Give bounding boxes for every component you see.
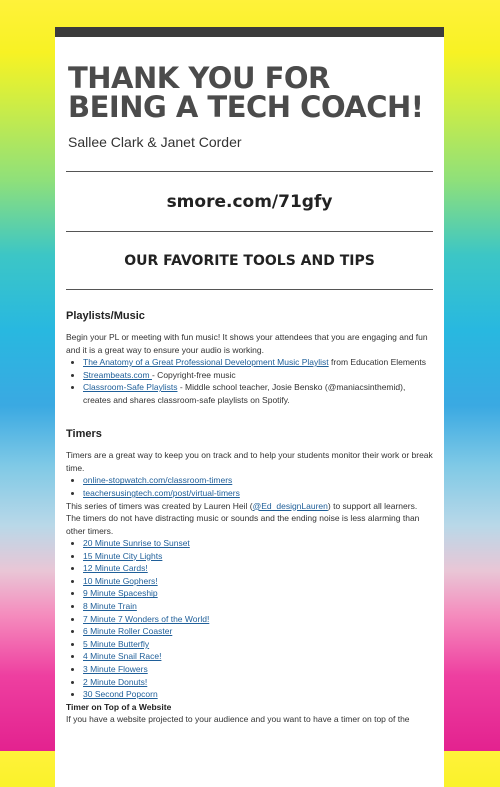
list-item-text: from Education Elements: [328, 357, 426, 367]
timer-video-link[interactable]: 4 Minute Snail Race!: [83, 651, 162, 662]
playlist-link[interactable]: Streambeats.com: [83, 369, 152, 380]
timer-website-subheading: Timer on Top of a Website: [66, 701, 172, 712]
list-item: [83, 587, 433, 600]
list-item: [83, 550, 433, 563]
timers-title: Timers: [66, 428, 102, 441]
timer-site-link[interactable]: online-stopwatch.com/classroom-timers: [83, 475, 233, 486]
timer-website-text: If you have a website projected to your audience and you want to have a timer on top of the: [66, 713, 410, 724]
timer-video-link[interactable]: 2 Minute Donuts!: [83, 676, 148, 687]
section-heading: OUR FAVORITE TOOLS AND TIPS: [124, 253, 375, 269]
playlists-title: Playlists/Music: [66, 310, 145, 322]
timer-videos-list: [66, 537, 433, 701]
series-text-before: This series of timers was created by Lauren Heil (: [66, 500, 253, 511]
list-item: [83, 381, 433, 406]
list-item: [83, 356, 433, 369]
timer-video-link[interactable]: 5 Minute Butterfly: [83, 638, 150, 649]
list-item: [83, 575, 433, 588]
list-item: [83, 562, 433, 575]
timer-sites-list: [66, 474, 433, 499]
timer-video-link[interactable]: 20 Minute Sunrise to Sunset: [83, 538, 190, 549]
divider: [66, 171, 433, 172]
list-item: [83, 474, 433, 487]
list-item: [83, 688, 433, 701]
list-item-text: - Middle school teacher, Josie Bensko (@maniacsinthemid), creates and shares classroom-safe playlists on Spotify.: [83, 382, 406, 405]
short-url[interactable]: smore.com/71gfy: [166, 192, 333, 212]
timer-video-link[interactable]: 15 Minute City Lights: [83, 550, 163, 561]
timer-video-link[interactable]: 10 Minute Gophers!: [83, 575, 158, 586]
timer-video-link[interactable]: 12 Minute Cards!: [83, 563, 148, 574]
page-title: THANK YOU FOR BEING A TECH COACH!: [68, 61, 424, 124]
timer-video-link[interactable]: 30 Second Popcorn: [83, 689, 158, 700]
playlists-list: [66, 356, 433, 406]
list-item: [83, 613, 433, 626]
timer-video-link[interactable]: 8 Minute Train: [83, 601, 137, 612]
timer-video-link[interactable]: 3 Minute Flowers: [83, 664, 148, 674]
list-item-text: - Copyright-free music: [151, 369, 236, 380]
list-item: [83, 600, 433, 613]
timers-series-text: [66, 500, 433, 538]
list-item: [83, 650, 433, 663]
list-item: [83, 537, 433, 550]
timers-intro: Timers are a great way to keep you on track and to help your students monitor their work or break time.: [66, 450, 433, 473]
newsletter-card: [55, 27, 444, 787]
list-item: [83, 369, 433, 382]
timer-video-link[interactable]: 7 Minute 7 Wonders of the World!: [83, 613, 210, 624]
series-text-after: ) to support all learners. The timers do not have distracting music or sounds and the ending noise is less alarming than other timers.: [66, 500, 420, 536]
timer-site-link[interactable]: teachersusingtech.com/post/virtual-timers: [83, 487, 240, 498]
card-top-bar: [55, 27, 444, 37]
list-item: [83, 663, 433, 676]
timer-video-link[interactable]: 6 Minute Roller Coaster: [83, 626, 173, 637]
lauren-heil-link[interactable]: @Ed_designLauren: [252, 500, 328, 511]
list-item: [83, 625, 433, 638]
timer-video-link[interactable]: 9 Minute Spaceship: [83, 588, 158, 599]
list-item: [83, 676, 433, 689]
authors: Sallee Clark & Janet Corder: [68, 134, 242, 150]
divider: [66, 231, 433, 232]
divider: [66, 289, 433, 290]
list-item: [83, 638, 433, 651]
list-item: [83, 487, 433, 500]
playlist-link[interactable]: Classroom-Safe Playlists: [83, 382, 178, 393]
playlists-intro: Begin your PL or meeting with fun music! It shows your attendees that you are engaging and fun and it is a great way to ensure your audio is working.: [66, 332, 428, 355]
playlist-link[interactable]: The Anatomy of a Great Professional Development Music Playlist: [83, 357, 329, 367]
